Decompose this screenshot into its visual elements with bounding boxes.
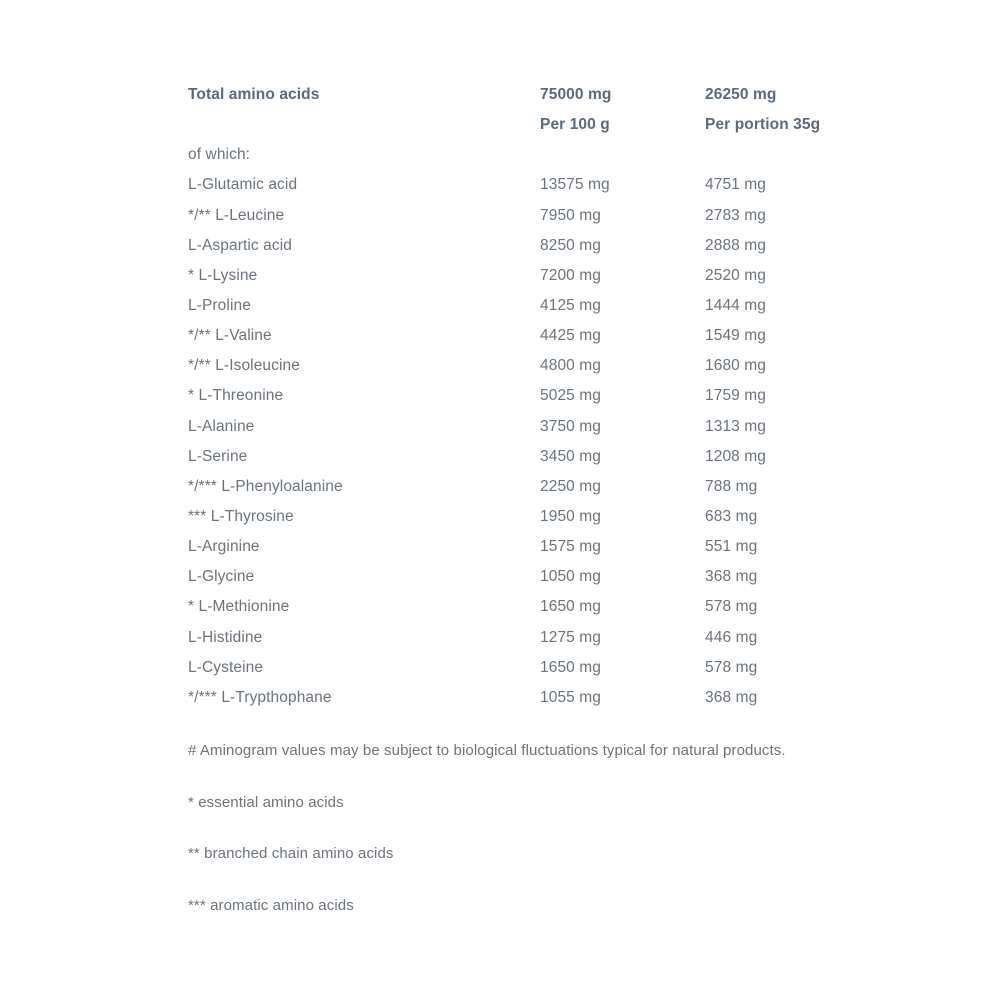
table-row: [188, 653, 968, 683]
amino-acid-name: L-Proline: [188, 297, 251, 315]
per-100g-value: 13575 mg: [540, 176, 610, 194]
amino-acid-name: */** L-Leucine: [188, 206, 285, 224]
per-portion-value: 578 mg: [705, 658, 758, 676]
amino-acid-rows: [188, 170, 968, 713]
per-portion-value: 1313 mg: [705, 417, 767, 435]
footnote-aromatic: *** aromatic amino acids: [188, 897, 354, 915]
of-which-row: [188, 140, 968, 170]
per-100g-value: 7200 mg: [540, 266, 602, 284]
amino-acid-name: L-Glutamic acid: [188, 176, 298, 194]
per-100g-value: 1950 mg: [540, 508, 602, 526]
table-row: [188, 351, 968, 381]
amino-acid-name: L-Alanine: [188, 417, 255, 435]
table-row: [188, 201, 968, 231]
table-row: [188, 261, 968, 291]
table-row: [188, 562, 968, 592]
per-portion-value: 1759 mg: [705, 387, 767, 405]
per-portion-value: 368 mg: [705, 568, 758, 586]
table-row: [188, 412, 968, 442]
per-100g-value: 1055 mg: [540, 688, 602, 706]
per-portion-value: 551 mg: [705, 538, 758, 556]
table-row: [188, 231, 968, 261]
per-portion-value: 1444 mg: [705, 297, 767, 315]
per-100g-value: 2250 mg: [540, 477, 602, 495]
amino-acids-table: [188, 80, 968, 713]
amino-acid-name: * L-Methionine: [188, 598, 290, 616]
amino-acid-name: L-Glycine: [188, 568, 255, 586]
total-amino-acids-label: Total amino acids: [188, 86, 320, 104]
per-portion-value: 4751 mg: [705, 176, 767, 194]
per-portion-value: 2783 mg: [705, 206, 767, 224]
table-row: [188, 442, 968, 472]
amino-acid-name: */*** L-Trypthophane: [188, 688, 332, 706]
per-portion-value: 578 mg: [705, 598, 758, 616]
footnotes: [188, 742, 968, 949]
per-portion-value: 788 mg: [705, 477, 758, 495]
total-per-portion-value: 26250 mg: [705, 86, 777, 104]
per-portion-value: 1549 mg: [705, 327, 767, 345]
amino-acid-name: */** L-Isoleucine: [188, 357, 300, 375]
footnote-branched-chain: ** branched chain amino acids: [188, 845, 394, 863]
amino-acid-name: *** L-Thyrosine: [188, 508, 294, 526]
amino-acid-name: L-Cysteine: [188, 658, 264, 676]
amino-acid-name: */*** L-Phenyloalanine: [188, 477, 343, 495]
per-portion-value: 368 mg: [705, 688, 758, 706]
table-row: [188, 291, 968, 321]
per-100g-column-header: Per 100 g: [540, 116, 610, 134]
amino-acid-name: L-Histidine: [188, 628, 263, 646]
table-row: [188, 381, 968, 411]
per-100g-value: 1050 mg: [540, 568, 602, 586]
per-portion-value: 1680 mg: [705, 357, 767, 375]
table-row: [188, 592, 968, 622]
table-row: [188, 683, 968, 713]
table-row: [188, 321, 968, 351]
per-100g-value: 3750 mg: [540, 417, 602, 435]
per-100g-value: 1650 mg: [540, 598, 602, 616]
per-100g-value: 4125 mg: [540, 297, 602, 315]
total-per-100g-value: 75000 mg: [540, 86, 612, 104]
column-headers-row: [188, 110, 968, 140]
amino-acid-name: L-Serine: [188, 447, 248, 465]
footnote-essential: * essential amino acids: [188, 793, 344, 811]
per-portion-value: 446 mg: [705, 628, 758, 646]
per-100g-value: 4800 mg: [540, 357, 602, 375]
per-100g-value: 3450 mg: [540, 447, 602, 465]
table-header-row: [188, 80, 968, 110]
per-100g-value: 4425 mg: [540, 327, 602, 345]
per-100g-value: 1650 mg: [540, 658, 602, 676]
per-portion-value: 683 mg: [705, 508, 758, 526]
amino-acid-name: L-Aspartic acid: [188, 236, 293, 254]
per-portion-value: 2888 mg: [705, 236, 767, 254]
table-row: [188, 532, 968, 562]
per-100g-value: 8250 mg: [540, 236, 602, 254]
table-row: [188, 472, 968, 502]
amino-acid-name: * L-Lysine: [188, 266, 258, 284]
per-100g-value: 7950 mg: [540, 206, 602, 224]
footnote-aminogram: # Aminogram values may be subject to biological fluctuations typical for natural products.: [188, 742, 786, 759]
per-portion-value: 1208 mg: [705, 447, 767, 465]
amino-acid-name: * L-Threonine: [188, 387, 284, 405]
amino-acid-name: */** L-Valine: [188, 327, 272, 345]
table-row: [188, 502, 968, 532]
per-portion-value: 2520 mg: [705, 266, 767, 284]
per-100g-value: 1275 mg: [540, 628, 602, 646]
per-100g-value: 1575 mg: [540, 538, 602, 556]
table-row: [188, 623, 968, 653]
per-100g-value: 5025 mg: [540, 387, 602, 405]
table-row: [188, 170, 968, 200]
amino-acid-name: L-Arginine: [188, 538, 260, 556]
per-portion-column-header: Per portion 35g: [705, 116, 821, 134]
of-which-label: of which:: [188, 146, 251, 164]
